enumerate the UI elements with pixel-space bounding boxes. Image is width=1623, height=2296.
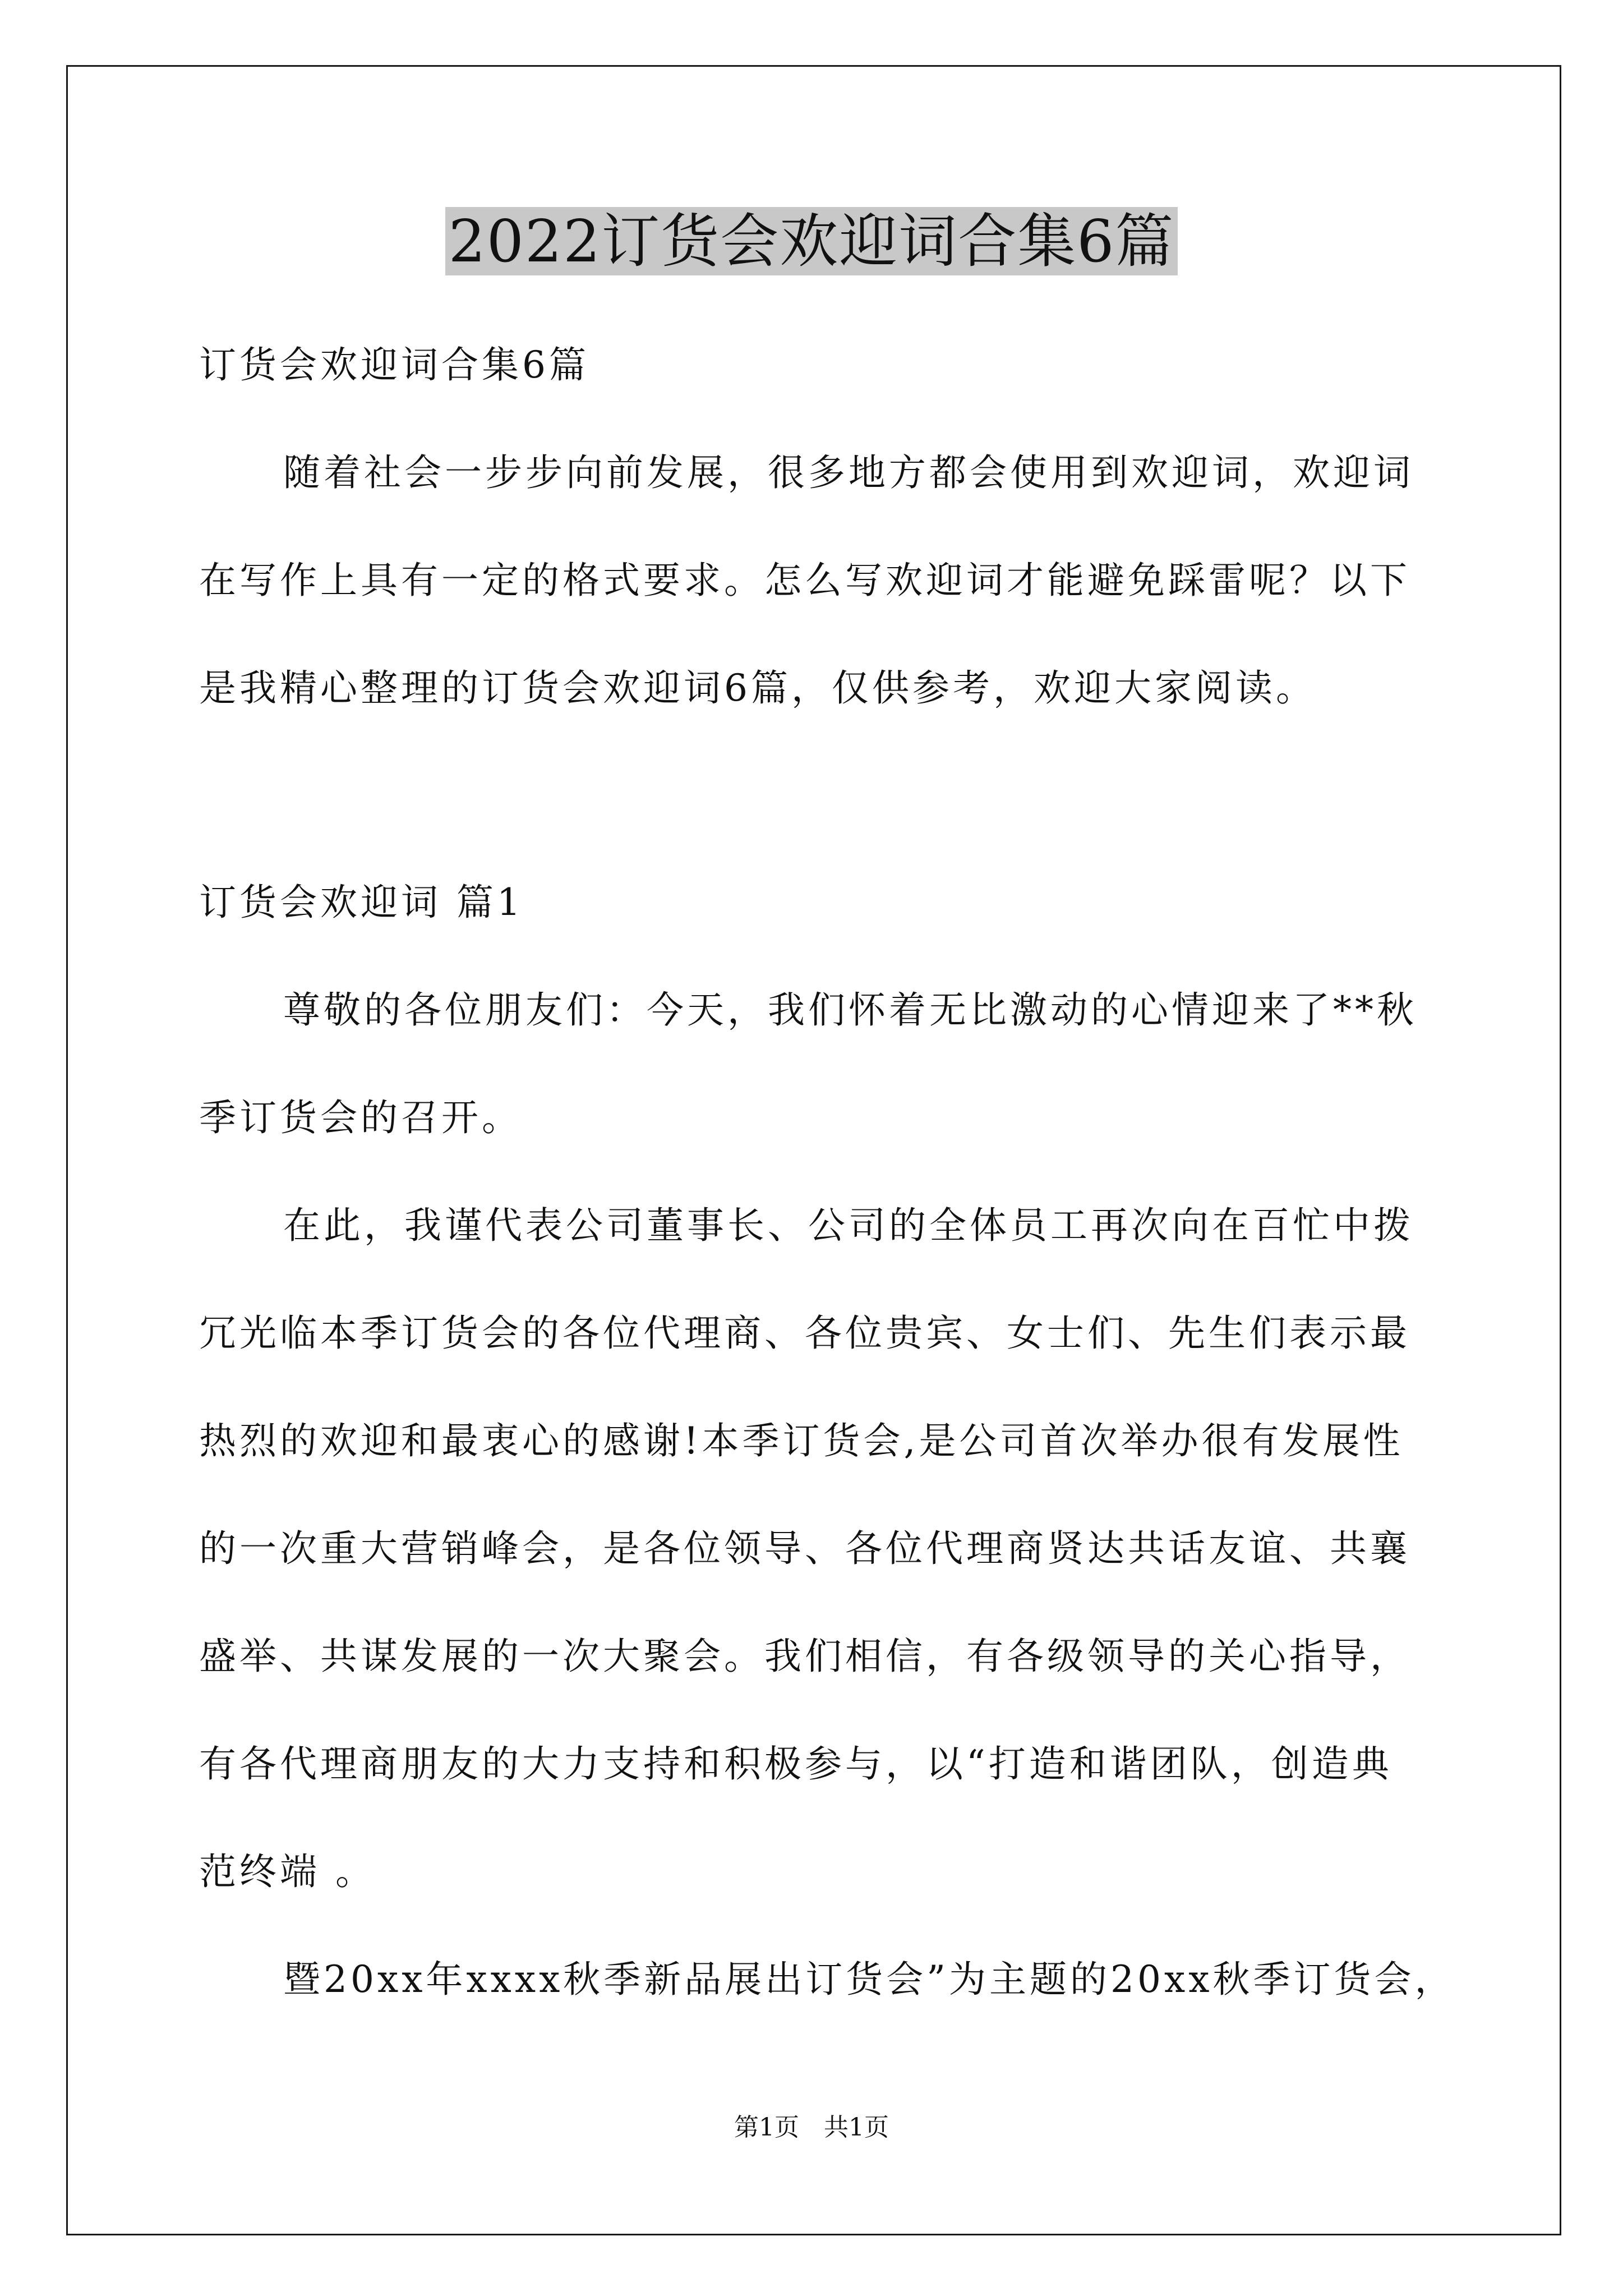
paragraph-line: 暨20xx年xxxx秋季新品展出订货会”为主题的20xx秋季订货会， — [283, 1958, 1455, 2001]
paragraph-line: 热烈的欢迎和最衷心的感谢!本季订货会,是公司首次举办很有发展性 — [199, 1419, 1404, 1462]
document-title-text: 2022订货会欢迎词合集6篇 — [445, 207, 1178, 275]
paragraph-line: 的一次重大营销峰会，是各位领导、各位代理商贤达共话友谊、共襄 — [199, 1527, 1410, 1570]
paragraph-line: 在此，我谨代表公司董事长、公司的全体员工再次向在百忙中拨 — [283, 1204, 1414, 1247]
document-body — [199, 311, 1455, 2033]
intro-line: 是我精心整理的订货会欢迎词6篇，仅供参考，欢迎大家阅读。 — [199, 666, 1316, 710]
page-number-label: 第1页 共1页 — [734, 2113, 889, 2142]
paragraph-line: 范终端 。 — [199, 1850, 376, 1893]
paragraph-line: 有各代理商朋友的大力支持和积极参与，以“打造和谐团队，创造典 — [199, 1742, 1393, 1786]
document-title — [0, 199, 1623, 283]
page-footer — [0, 2111, 1623, 2145]
document-subtitle: 订货会欢迎词合集6篇 — [199, 343, 589, 386]
paragraph-line: 季订货会的召开。 — [199, 1096, 522, 1139]
intro-line: 随着社会一步步向前发展，很多地方都会使用到欢迎词，欢迎词 — [283, 451, 1414, 494]
paragraph-line: 尊敬的各位朋友们：今天，我们怀着无比激动的心情迎来了**秋 — [283, 988, 1417, 1032]
paragraph-line: 冗光临本季订货会的各位代理商、各位贵宾、女士们、先生们表示最 — [199, 1312, 1410, 1355]
section-heading: 订货会欢迎词 篇1 — [199, 881, 524, 924]
intro-line: 在写作上具有一定的格式要求。怎么写欢迎词才能避免踩雷呢？以下 — [199, 559, 1410, 602]
paragraph-line: 盛举、共谋发展的一次大聚会。我们相信，有各级领导的关心指导， — [199, 1635, 1410, 1678]
